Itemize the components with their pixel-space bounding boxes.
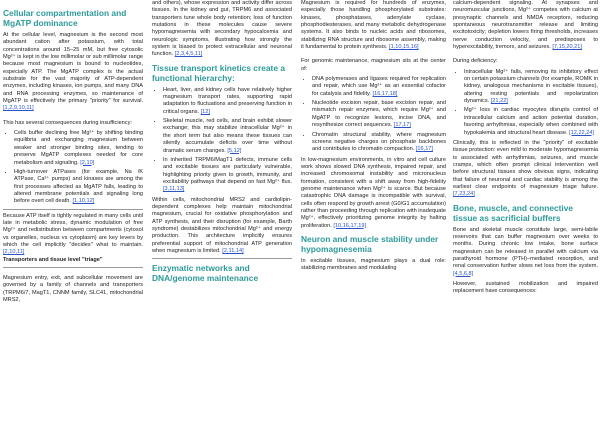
citation-link[interactable]: [2,10,11]	[3, 249, 25, 256]
column-4	[453, 0, 598, 424]
citation-link[interactable]: [10,16,17,19]	[333, 222, 367, 229]
section-heading-neuron-muscle: Neuron and muscle stability under hypomagnesemia	[301, 233, 439, 254]
citation-link[interactable]: [17,17]	[393, 122, 411, 129]
paragraph: However, sustained mobilization and impaired replacement have consequences:	[453, 281, 598, 295]
paragraph: For genomic maintenance, magnesium sits at the center of:	[301, 58, 446, 72]
column-1	[3, 0, 143, 424]
paragraph: Because ATP itself is tightly regulated in many cells until late in metabolic stress, dynamic modulation of free Mg²⁺ and redistribution between compartments (cytosol vs organelles, nucleus vs cytoplasm) are key levers by which the cell implicitly "decides" what to maintain. [2,10,11] Transporters and tissue level "triage"	[3, 212, 143, 263]
citation-link[interactable]: [2,10]	[80, 159, 95, 166]
list-item: • DNA polymerases and ligases required for replication and repair, which use Mg²⁺ as an essential cofactor for catalysis and fidelity. [16,17,18]	[312, 76, 446, 98]
citation-link[interactable]: [7,15,20,21]	[552, 44, 582, 51]
divider	[3, 267, 143, 268]
section-heading-bone-muscle: Bone, muscle, and connective tissue as sacrificial buffers	[453, 202, 574, 223]
citation-link[interactable]: [21,22]	[490, 98, 508, 105]
list-item: • Intracellular Mg²⁺ falls, removing its inhibitory effect on certain potassium channels (for example, ROMK in kidney, analogous mechanisms in excitable tissues), altering resting potentials and repolarization dynamics. [21,22]	[464, 69, 598, 106]
section-heading-tissue-transport: Tissue transport kinetics create a functional hierarchy:	[152, 62, 285, 83]
citation-link[interactable]: [16,17,18]	[372, 90, 398, 97]
paragraph: In excitable tissues, magnesium plays a dual role: stabilizing membranes and modulating	[301, 257, 446, 272]
list-item: • Chromatin structural stability, where magnesium screens negative charges on phosphate backbones and contributes to chromatin compaction. [16,17]	[312, 132, 446, 154]
column-2	[152, 0, 292, 424]
citation-link[interactable]: [16,17]	[415, 146, 433, 153]
citation-link[interactable]: [3,11,13]	[163, 186, 185, 193]
bullet-list	[453, 69, 598, 137]
paragraph: and others), whose expression and activity differ across tissues. In the kidney and gut, TRPM6 and associated transporters tune whole body retention; loss of function mutations in these molecules cause severe hypomagnesemia with secondary hypocalcemia and neurologic symptoms, illustrating how strongly the system is biased to protect extracellular and neuronal function. [2,3,4,5,11]	[152, 0, 292, 58]
citation-link[interactable]: [12]	[200, 108, 210, 115]
divider	[3, 209, 143, 210]
citation-link[interactable]: [4,5,6,8]	[453, 270, 474, 277]
subheading-transporters: Transporters and tissue level "triage"	[3, 256, 103, 263]
citation-link[interactable]: [12,22,24]	[569, 129, 594, 136]
citation-link[interactable]: [7,23,24]	[453, 191, 475, 198]
paragraph: During deficiency:	[453, 58, 498, 65]
paragraph: Magnesium entry, exit, and subcellular movement are governed by a family of channels and transporters (TRPM6/7, MagT1, CNNM family, SLC41, mitochondrial MRS2,	[3, 274, 143, 303]
list-item: • Heart, liver, and kidney cells have relatively higher magnesium transport rates, supporting rapid adaptation to fluctuations and preserving function in critical organs. [12]	[163, 87, 292, 116]
section-heading-enzymatic-networks: Enzymatic networks and DNA/genome maintenance	[152, 263, 259, 284]
list-item: • Skeletal muscle, red cells, and brain exhibit slower exchange; this may stabilize intracellular Mg²⁺ in the short term but also means these tissues can silently accumulate deficits over time without dramatic serum changes. [5,12]	[163, 118, 292, 155]
bullet-list	[3, 130, 143, 205]
section-heading-cellular-compartmentation: Cellular compartmentation and MgATP dominance	[3, 8, 127, 28]
paragraph: Magnesium is required for hundreds of enzymes, especially those handling phosphorylated substrates: kinases, phosphatases, adenylate cyclase, phosphodiesterases, and many metabolic dehydrogenase systems. It also binds to nucleic acids and ribosomes, stabilizing RNA structure and ribosome assembly, making it fundamental to protein synthesis. [1,10,15,16]	[301, 0, 446, 51]
paragraph: In low-magnesium environments, in vitro and cell culture work shows slowed DNA synthesis, impaired repair, and increased chromosomal instability and micronucleus formation, consistent with a shift away from high-fidelity genome maintenance when Mg²⁺ is scarce. But because catastrophic DNA damage is incompatible with survival, cells often respond by growth arrest (G0/G1 accumulation) rather than proceeding through replication with inadequate Mg²⁺, effectively prioritizing genome integrity by halting proliferation. [10,16,17,19]	[301, 156, 446, 229]
citation-link[interactable]: [1,10,15,16]	[389, 44, 419, 51]
list-item: • Mg²⁺ loss in cardiac myocytes disrupts control of intracellular calcium and action potential duration, favoring arrhythmias, especially when combined with hypokalemia and structural heart disease. [12,22,24]	[464, 107, 598, 136]
citation-link[interactable]: [2,11,14]	[222, 247, 244, 254]
paragraph: At the cellular level, magnesium is the second most abundant cation after potassium, with total concentrations around 15–25 mM, but free cytosolic Mg²⁺ is kept in the low millimolar or sub millimolar range because most magnesium is bound to nucleotides, especially ATP. The MgATP complex is the actual substrate for the vast majority of ATP-dependent enzymes, including kinases, ion pumps, and many DNA and RNA processing enzymes, so maintenance of MgATP is effectively the primary "priority" for survival. [1,2,9,10,11]	[3, 32, 143, 112]
paragraph: Within cells, mitochondrial MRS2 and cardiolipin-dependent complexes help maintain mitochondrial magnesium, crucial for oxidative phosphorylation and ATP synthesis, and their disruption (for example, Barth syndrome) destabilizes mitochondrial Mg²⁺ and energy production. This architecture implicitly ensures preferential support of mitochondrial ATP generation when magnesium is limited. [2,11,14]	[152, 196, 292, 254]
paragraph: This has several consequences during insufficiency:	[3, 119, 132, 126]
list-item: • High-turnover ATPases (for example, Na /K ATPase, Ca²⁺ pumps) and kinases are among the first processes affected as MgATP falls, leading to altered membrane potentials and signaling long before overt cell death. [1,10,12]	[14, 169, 143, 206]
citation-link[interactable]: [5,12]	[227, 147, 242, 154]
divider	[152, 258, 292, 259]
paragraph: Clinically, this is reflected in the "priority" of excitable tissue protection: even mild to moderate hypomagnesemia is associated with arrhythmias, seizures, and muscle cramps, which often prompt clinical intervention well before structural tissues show obvious signs, indicating that failure of neuronal and cardiac stability is among the earliest clear endpoints of magnesium triage failure. [7,23,24]	[453, 139, 598, 198]
list-item: • In inherited TRPM6/MagT1 defects, immune cells and excitable tissues are particularly vulnerable, highlighting priority given to growth, immunity, and excitability pathways that depend on fast Mg²⁺ flux. [3,11,13]	[163, 157, 292, 194]
bullet-list	[152, 87, 292, 194]
bullet-list	[301, 76, 446, 153]
column-3	[301, 0, 446, 424]
paragraph: Bone and skeletal muscle constitute large, semi-labile reservoirs that can buffer magnesium over weeks to months. During chronic low intake, bone surface magnesium can be released in parallel with calcium via parathyroid hormone (PTH)–mediated resorption, and renal conservation further slows net loss from the system. [4,5,6,8]	[453, 226, 598, 277]
citation-link[interactable]: [1,2,9,10,11]	[3, 105, 34, 112]
paragraph: calcium-dependent signaling. At synapses and neuromuscular junctions, Mg²⁺ competes with calcium at presynaptic channels and NMDA receptors, reducing spontaneous neurotransmitter release and limiting excitotoxicity; depletion lowers firing thresholds, increases nerve conduction velocity, and predisposes to hyperexcitability, tremors, and seizures. [7,15,20,21]	[453, 0, 598, 51]
list-item: • Nucleotide excision repair, base excision repair, and mismatch repair enzymes, which require Mg²⁺ and MgATP to recognize lesions, incise DNA, and resynthesize correct sequences. [17,17]	[312, 100, 446, 129]
list-item: • Cells buffer declining free Mg²⁺ by shifting binding equilibria and exchanging magnesium between weaker and stronger binding sites, tending to preserve MgATP complexes needed for core metabolism and signaling. [2,10]	[14, 130, 143, 167]
citation-link[interactable]: [1,10,12]	[72, 198, 95, 205]
citation-link[interactable]: [2,3,4,5,11]	[174, 51, 203, 58]
